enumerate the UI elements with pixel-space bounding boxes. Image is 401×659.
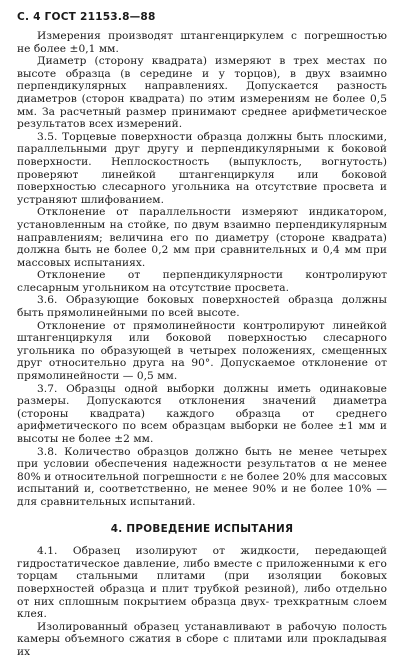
paragraph: 3.7. Образцы одной выборки должны иметь одинаковые размеры. Допускаются отклонения значений диаметра (стороны квадрата) каждого образца от среднего арифметического по всем образцам выборки не более ±1 мм и высоты не более ±2 мм. <box>17 382 387 445</box>
paragraph: Отклонение от прямолинейности контролируют линейкой штангенциркуля или боковой поверхностью слесарного угольника по образующей в четырех положениях, смещенных друг относительно друга на 90°. Допускаемое отклонение от прямолинейности — 0,5 мм. <box>17 319 387 383</box>
paragraph: 3.6. Образующие боковых поверхностей образца должны быть прямолинейными по всей высоте. <box>17 294 387 320</box>
paragraph: 4.1. Образец изолируют от жидкости, передающей гидростатическое давление, либо вместе с приложенными к его торцам стальными плитами (при изоляции боковых поверхностей образца и плит трубкой резиной), либо отдельно от них сплошным покрытием образца двух- трехкратным слоем клея. <box>17 545 387 621</box>
paragraph: Отклонение от параллельности измеряют индикатором, установленным на стойке, по двум взаимно перпендикулярным направлениям; величина его по диаметру (стороне квадрата) должна быть не более 0,2 мм при сравнительных и 0,4 мм при массовых испытаниях. <box>17 206 387 269</box>
document-page <box>17 11 387 659</box>
page-header: С. 4 ГОСТ 21153.8—88 <box>17 11 156 23</box>
paragraph: 3.8. Количество образцов должно быть не менее четырех при условии обеспечения надежности результатов α не менее 80% и относительной погрешности ε не более 20% для массовых испытаний и, соответственно, не менее 90% и не более 10% — для сравнительных испытаний. <box>17 445 387 508</box>
paragraph: Измерения производят штангенциркулем с погрешностью не более ±0,1 мм. <box>17 30 387 55</box>
paragraph: 3.5. Торцевые поверхности образца должны быть плоскими, параллельными друг другу и перпендикулярными к боковой поверхности. Неплоскостность (выпуклость, вогнутость) проверяют линейкой штангенциркуля или боковой поверхностью слесарного угольника на отсутствие просвета и устраняют шлифованием. <box>17 130 387 206</box>
paragraph: Отклонение от перпендикулярности контролируют слесарным угольником на отсутствие просвета. <box>17 269 387 294</box>
paragraph: Изолированный образец устанавливают в рабочую полость камеры объемного сжатия в сборе с плитами или прокладывая их <box>17 620 387 658</box>
section-title: 4. ПРОВЕДЕНИЕ ИСПЫТАНИЯ <box>110 522 294 535</box>
paragraph: Диаметр (сторону квадрата) измеряют в трех местах по высоте образца (в середине и у торцов), в двух взаимно перпендикулярных направлениях. Допускается разность диаметров (сторон квадрата) по этим измерениям не более 0,5 мм. За расчетный размер принимают среднее арифметическое результатов всех измерений. <box>17 55 387 131</box>
